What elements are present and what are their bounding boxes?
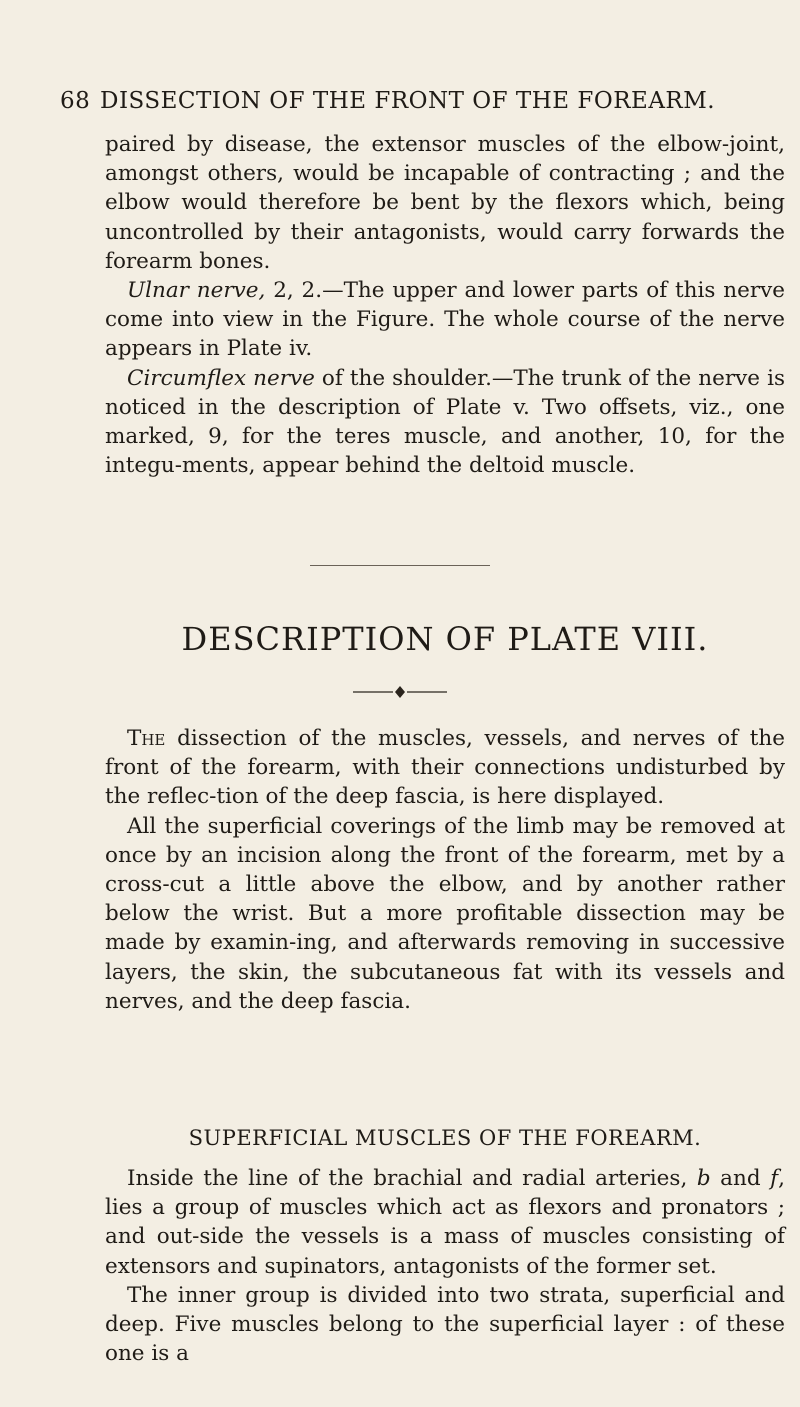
superficial-muscles-text — [105, 1164, 785, 1368]
running-title: DISSECTION OF THE FRONT OF THE FOREARM. — [100, 88, 716, 114]
superficial-paragraph-2: The inner group is divided into two strata, superficial and deep. Five muscles belong to the superficial layer : of these one is a — [105, 1282, 785, 1367]
plate-paragraph-2: All the superficial coverings of the limb may be removed at once by an incision along the front of the forearm, met by a cross-cut a little above the elbow, and by another rather below the wrist. But a more profitable dissection may be made by examin-ing, and afterwards removing in successive layers, the skin, the subcutaneous fat with its vessels and nerves, and the deep fascia. — [105, 813, 785, 1014]
circumflex-nerve-text: of the shoulder.—The trunk of the nerve is noticed in the description of Plate v. Two offsets, viz., one marked, 9, for the teres muscle, and another, 10, for the integu-ments, appear behind the deltoid muscle. — [105, 365, 785, 479]
circumflex-nerve-paragraph — [105, 364, 785, 481]
section-divider — [310, 565, 490, 566]
ulnar-nerve-paragraph — [105, 276, 785, 364]
page-number: 68 — [60, 88, 91, 114]
ulnar-nerve-lead: Ulnar nerve, — [127, 278, 266, 304]
diamond-ornament-icon — [353, 685, 447, 699]
plate-title: DESCRIPTION OF PLATE VIII. — [181, 620, 709, 658]
artery-label-b: b — [696, 1166, 711, 1191]
superficial-text-c: and — [710, 1166, 771, 1191]
intro-paragraph-1: paired by disease, the extensor muscles of the elbow-joint, amongst others, would be incapable of contracting ; and the elbow would therefore be bent by the flexors which, being uncontrolled by their antagonists, would carry forwards the forearm bones. — [105, 132, 785, 274]
plate-description — [105, 724, 785, 1016]
circumflex-nerve-lead: Circumflex nerve — [127, 365, 315, 391]
superficial-text-e: , lies a group of muscles which act as flexors and pronators ; and out-side the vessels is a mass of muscles consisting of extensors and supinators, antagonists of the former set. — [105, 1166, 785, 1279]
superficial-paragraph-1 — [105, 1164, 785, 1281]
artery-label-f: f — [770, 1166, 779, 1191]
superficial-text-a: Inside the line of the brachial and radial arteries, — [127, 1166, 697, 1191]
running-head — [60, 88, 740, 118]
intro-text — [105, 130, 785, 480]
plate-lead-word: The — [127, 726, 166, 751]
ulnar-nerve-text: 2, 2.—The upper and lower parts of this nerve come into view in the Figure. The whole course of the nerve appears in Plate iv. — [105, 278, 785, 362]
plate-paragraph-1 — [105, 724, 785, 812]
section-heading: SUPERFICIAL MUSCLES OF THE FOREARM. — [188, 1126, 702, 1150]
plate-paragraph-1-text: dissection of the muscles, vessels, and nerves of the front of the forearm, with their connections undisturbed by the reflec-tion of the deep fascia, is here displayed. — [105, 726, 785, 810]
